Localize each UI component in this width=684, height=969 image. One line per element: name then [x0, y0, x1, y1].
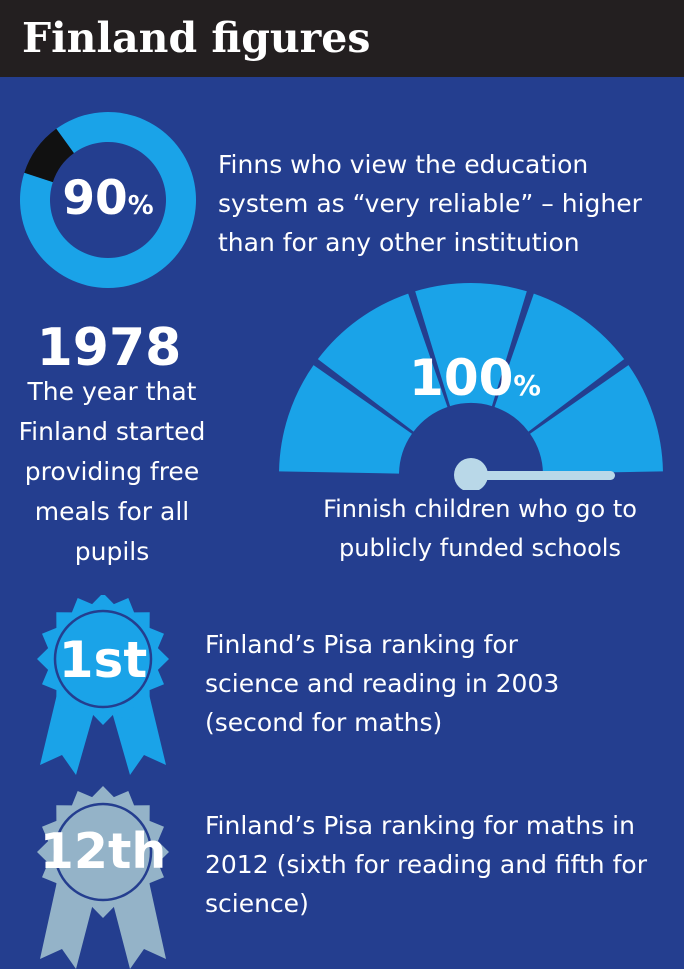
public-schools-percent-sign: % [513, 370, 541, 402]
meals-caption: The year that Finland started providing free meals for all pupils [18, 377, 206, 566]
header-bar [0, 0, 684, 77]
gauge-needle [470, 471, 615, 480]
reliability-caption: Finns who view the education system as “very reliable” – higher than for any other institution [218, 150, 642, 257]
pisa-2003-rank: 1st [58, 631, 148, 689]
meals-year: 1978 [36, 318, 182, 378]
public-schools-value [370, 348, 580, 416]
reliability-number: 90 [62, 171, 128, 226]
page-title: Finland figures [22, 14, 371, 62]
pisa-2012-rank: 12th [39, 823, 167, 880]
public-schools-number: 100 [409, 349, 514, 407]
reliability-value [28, 170, 188, 235]
public-schools-caption: Finnish children who go to publicly funded schools [323, 495, 637, 562]
reliability-percent-sign: % [127, 191, 154, 221]
pisa-2012-caption: Finland’s Pisa ranking for maths in 2012 (sixth for reading and fifth for science) [205, 811, 647, 918]
gauge-pivot [454, 458, 488, 490]
pisa-2003-caption: Finland’s Pisa ranking for science and reading in 2003 (second for maths) [205, 630, 560, 737]
